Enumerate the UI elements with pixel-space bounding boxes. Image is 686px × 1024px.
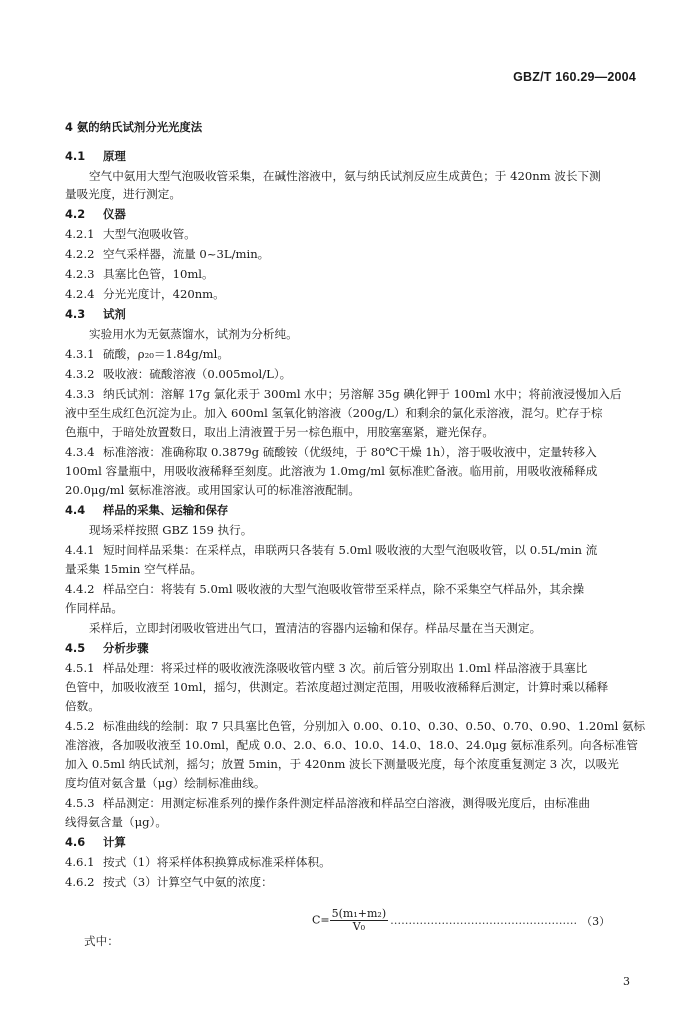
clause-text: 倍数。: [65, 699, 100, 713]
clause-text: 硫酸，ρ₂₀＝1.84g/ml。: [103, 347, 229, 361]
text-line: [65, 757, 619, 772]
clause-text: 色管中，加吸收液至 10ml，摇匀，供测定。若浓度超过测定范围，用吸收液稀释后测定，计算时乘以稀释: [65, 680, 609, 694]
clause-text: 标准溶液：准确称取 0.3879g 硫酸铵（优级纯，于 80℃干燥 1h），溶于吸收液中，定量转移入: [103, 445, 597, 459]
equation-number: （3）: [581, 914, 611, 928]
clause-4-5: [65, 641, 149, 656]
standard-code: GBZ/T 160.29—2004: [513, 70, 636, 84]
clause-4-3: [65, 307, 126, 322]
clause-number: 4.5: [65, 641, 86, 655]
clause-text: 实验用水为无氨蒸馏水，试剂为分析纯。: [89, 327, 298, 341]
clause-4-6: [65, 835, 126, 850]
clause-number: 4.2.4: [65, 287, 95, 301]
clause-4-2-4: [65, 287, 225, 302]
clause-4-4: [65, 503, 228, 518]
clause-4-6-2: [65, 875, 273, 890]
clause-text: 按式（3）计算空气中氨的浓度：: [103, 875, 273, 889]
clause-number: 4.5.2: [65, 719, 95, 733]
clause-number: 4.3.3: [65, 387, 95, 401]
clause-text: 分析步骤: [103, 641, 149, 655]
clause-text: 量吸光度，进行测定。: [65, 187, 181, 201]
text-line: [65, 680, 608, 695]
text-line: [65, 699, 100, 714]
clause-4-3-1: [65, 347, 229, 362]
clause-text: 100ml 容量瓶中，用吸收液稀释至刻度。此溶液为 1.0mg/ml 氨标准贮备液。临用前，用吸收液稀释成: [65, 464, 598, 478]
clause-number: 4.3: [65, 307, 86, 321]
clause-number: 4.3.2: [65, 367, 95, 381]
text-line: [89, 621, 541, 636]
page-number: 3: [623, 975, 630, 988]
clause-text: 色瓶中，于暗处放置数日，取出上清液置于另一棕色瓶中，用胶塞塞紧，避光保存。: [65, 425, 494, 439]
text-line: [65, 425, 494, 440]
text-line: [65, 483, 360, 498]
clause-text: 样品处理：将采过样的吸收液洗涤吸收管内壁 3 次。前后管分别取出 1.0ml 样品溶液于具塞比: [103, 661, 588, 675]
section-title: 4 氨的纳氏试剂分光光度法: [65, 120, 203, 134]
clause-number: 4.6.1: [65, 855, 95, 869]
text-line: [65, 187, 181, 202]
text-line: [89, 523, 252, 538]
clause-number: 4.4: [65, 503, 86, 517]
clause-4-2-1: [65, 227, 196, 242]
clause-text: 分光光度计，420nm。: [103, 287, 225, 301]
clause-text: 样品的采集、运输和保存: [103, 503, 229, 517]
clause-text: 样品测定：用测定标准系列的操作条件测定样品溶液和样品空白溶液，测得吸光度后，由标准曲: [103, 796, 590, 810]
clause-number: 4.2: [65, 207, 86, 221]
clause-text: 现场采样按照 GBZ 159 执行。: [89, 523, 253, 537]
where-label: 式中：: [84, 934, 119, 948]
formula-denominator: V₀: [352, 920, 366, 933]
clause-text: 度均值对氨含量（μg）绘制标准曲线。: [65, 776, 266, 790]
clause-4-3-2: [65, 367, 291, 382]
clause-4-4-2: [65, 582, 584, 597]
clause-text: 量采集 15min 空气样品。: [65, 562, 203, 576]
clause-text: 原理: [103, 149, 126, 163]
clause-text: 纳氏试剂：溶解 17g 氯化汞于 300ml 水中；另溶解 35g 碘化钾于 100ml 水中；将前液浸慢加入后: [103, 387, 622, 401]
text-line: [65, 406, 603, 421]
clause-text: 具塞比色管，10ml。: [103, 267, 214, 281]
clause-text: 样品空白：将装有 5.0ml 吸收液的大型气泡吸收管带至采样点，除不采集空气样品外，其余操: [103, 582, 585, 596]
formula-fraction: [330, 908, 388, 933]
clause-text: 采样后，立即封闭吸收管进出气口，置清洁的容器内运输和保存。样品尽量在当天测定。: [89, 621, 542, 635]
text-line: [65, 601, 123, 616]
clause-text: 试剂: [103, 307, 126, 321]
clause-text: 大型气泡吸收管。: [103, 227, 196, 241]
text-line: [89, 327, 298, 342]
clause-text: 20.0μg/ml 氨标准溶液。或用国家认可的标准溶液配制。: [65, 483, 360, 497]
clause-number: 4.4.1: [65, 543, 95, 557]
clause-text: 线得氨含量（μg）。: [65, 815, 167, 829]
clause-number: 4.5.3: [65, 796, 95, 810]
clause-text: 加入 0.5ml 纳氏试剂，摇匀；放置 5min，于 420nm 波长下测量吸光度，每个浓度重复测定 3 次，以吸光: [65, 757, 619, 771]
clause-4-3-3: [65, 387, 622, 402]
clause-text: 液中至生成红色沉淀为止。加入 600ml 氢氧化钠溶液（200g/L）和剩余的氯化汞溶液，混匀。贮存于棕: [65, 406, 603, 420]
clause-4-5-3: [65, 796, 590, 811]
clause-4-4-1: [65, 543, 597, 558]
text-line: [65, 776, 265, 791]
clause-number: 4.6.2: [65, 875, 95, 889]
text-line: [65, 738, 638, 753]
clause-text: 仪器: [103, 207, 126, 221]
clause-4-3-4: [65, 445, 597, 460]
clause-number: 4.1: [65, 149, 86, 163]
formula-3: [312, 908, 610, 933]
text-line: [65, 815, 167, 830]
clause-number: 4.2.1: [65, 227, 95, 241]
clause-4-2: [65, 207, 126, 222]
clause-text: 吸收液：硫酸溶液（0.005mol/L）。: [103, 367, 292, 381]
clause-number: 4.3.1: [65, 347, 95, 361]
clause-number: 4.2.2: [65, 247, 95, 261]
clause-number: 4.3.4: [65, 445, 95, 459]
clause-number: 4.4.2: [65, 582, 95, 596]
formula-numerator: 5(m₁+m₂): [331, 907, 387, 920]
clause-text: 标准曲线的绘制：取 7 只具塞比色管，分别加入 0.00、0.10、0.30、0.50、0.70、0.90、1.20ml 氨标: [103, 719, 646, 733]
clause-number: 4.6: [65, 835, 86, 849]
clause-4-2-2: [65, 247, 269, 262]
clause-4-5-1: [65, 661, 587, 676]
clause-text: 空气采样器，流量 0~3L/min。: [103, 247, 270, 261]
clause-4-6-1: [65, 855, 331, 870]
clause-text: 空气中氨用大型气泡吸收管采集，在碱性溶液中，氨与纳氏试剂反应生成黄色；于 420nm 波长下测: [89, 169, 601, 183]
clause-number: 4.2.3: [65, 267, 95, 281]
clause-number: 4.5.1: [65, 661, 95, 675]
formula-lhs: C=: [312, 913, 330, 927]
clause-text: 计算: [103, 835, 126, 849]
clause-4-1: [65, 149, 126, 164]
clause-text: 按式（1）将采样体积换算成标准采样体积。: [103, 855, 331, 869]
clause-text: 短时间样品采集：在采样点，串联两只各装有 5.0ml 吸收液的大型气泡吸收管，以 0.5L/min 流: [103, 543, 598, 557]
text-line: [89, 169, 601, 184]
clause-text: 作同样品。: [65, 601, 123, 615]
text-line: [65, 464, 597, 479]
clause-4-2-3: [65, 267, 214, 282]
formula-leader-dots: ……………………………………………: [390, 914, 578, 927]
text-line: [65, 562, 202, 577]
clause-4-5-2: [65, 719, 645, 734]
clause-text: 准溶液，各加吸收液至 10.0ml，配成 0.0、2.0、6.0、10.0、14.0、18.0、24.0μg 氨标准系列。向各标准管: [65, 738, 638, 752]
